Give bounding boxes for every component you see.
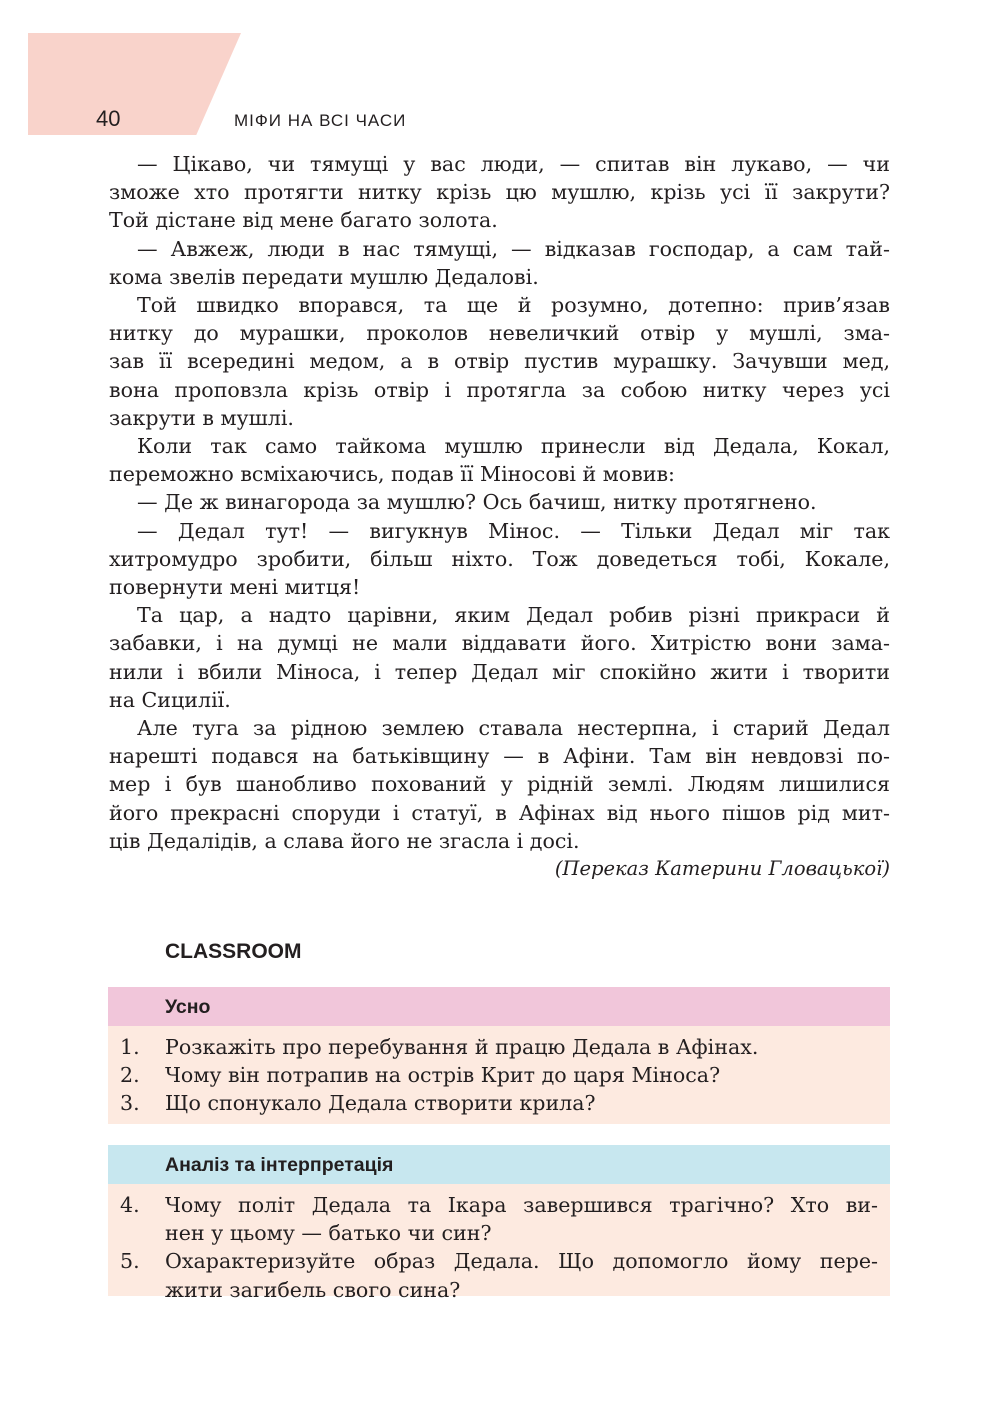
text-line: його прекрасні споруди і статуї, в Афінах від нього пішов рід мит- bbox=[109, 800, 890, 825]
task-text: Охарактеризуйте образ Дедала. Що допомогло йому пере- bbox=[165, 1249, 878, 1274]
text-line: Та цар, а надто царівни, яким Дедал робив різні прикраси й bbox=[137, 603, 890, 628]
task-text: Чому політ Дедала та Ікара завершився трагічно? Хто ви- bbox=[165, 1193, 878, 1217]
story-lines bbox=[109, 150, 890, 855]
task-item bbox=[108, 1033, 890, 1061]
task-number: 5. bbox=[120, 1249, 140, 1274]
text-line: вона проповзла крізь отвір і протягла за собою нитку через усі bbox=[109, 377, 890, 402]
text-line: на Сицилії. bbox=[109, 687, 231, 712]
task-number: 4. bbox=[120, 1193, 140, 1217]
text-line: Той швидко впорався, та ще й розумно, дотепно: прив’язав bbox=[137, 293, 890, 318]
text-line: зав її всередині медом, а в отвір пустив мурашку. Зачувши мед, bbox=[109, 349, 890, 374]
task-number: 2. bbox=[120, 1063, 140, 1088]
task-number: 1. bbox=[120, 1035, 140, 1059]
text-line: — Дедал тут! — вигукнув Мінос. — Тільки Дедал міг так bbox=[137, 518, 890, 543]
oral-tasks-title: Усно bbox=[108, 987, 890, 1026]
text-line: — Авжеж, люди в нас тямущі, — відказав господар, а сам тай- bbox=[137, 236, 890, 261]
text-line: Коли так само тайкома мушлю принесли від Дедала, Кокал, bbox=[137, 434, 890, 459]
task-item bbox=[108, 1061, 890, 1089]
text-line: Але туга за рідною землею ставала нестерпна, і старий Дедал bbox=[137, 716, 890, 741]
analysis-task-list bbox=[108, 1184, 890, 1304]
text-line: зможе хто протягти нитку крізь цю мушлю, крізь усі її закрути? bbox=[109, 180, 890, 205]
text-line: — Де ж винагорода за мушлю? Ось бачиш, нитку протягнено. bbox=[137, 490, 817, 515]
text-line: переможно всміхаючись, подав її Міносові й мовив: bbox=[109, 462, 675, 487]
text-line: повернути мені митця! bbox=[109, 575, 361, 600]
running-title: МІФИ НА ВСІ ЧАСИ bbox=[234, 111, 407, 130]
oral-tasks-box bbox=[108, 987, 890, 1124]
task-item bbox=[108, 1089, 890, 1117]
text-line: — Цікаво, чи тямущі у вас люди, — спитав він лукаво, — чи bbox=[137, 152, 890, 176]
task-number: 3. bbox=[120, 1091, 140, 1116]
attribution: (Переказ Катерини Гловацької) bbox=[554, 857, 890, 881]
text-line: ців Дедалідів, а слава його не згасла і досі. bbox=[109, 828, 580, 853]
text-line: мер і був шанобливо похований у рідній землі. Людям лишилися bbox=[109, 772, 890, 797]
text-line: хитромудро зробити, більш ніхто. Тож доведеться тобі, Кокале, bbox=[109, 546, 890, 571]
text-line: забавки, і на думці не мали віддавати його. Хитрістю вони зама- bbox=[109, 631, 890, 656]
text-line: нарешті подався на батьківщину — в Афіни. Там він невдовзі по- bbox=[109, 744, 890, 769]
text-line: закрути в мушлі. bbox=[109, 405, 294, 430]
analysis-tasks-box bbox=[108, 1145, 890, 1302]
text-line: нитку до мурашки, проколов невеличкий отвір у мушлі, зма- bbox=[109, 321, 890, 346]
text-line: кома звелів передати мушлю Дедалові. bbox=[109, 264, 539, 289]
task-text: Розкажіть про перебування й працю Дедала в Афінах. bbox=[165, 1035, 759, 1059]
task-item bbox=[108, 1247, 890, 1303]
task-text: нен у цьому — батько чи син? bbox=[165, 1221, 492, 1246]
oral-task-list bbox=[108, 1026, 890, 1118]
analysis-tasks-title: Аналіз та інтерпретація bbox=[108, 1145, 890, 1184]
classroom-heading: CLASSROOM bbox=[165, 940, 302, 963]
header-tab-decoration bbox=[28, 33, 241, 135]
task-item bbox=[108, 1191, 890, 1247]
text-line: нили і вбили Міноса, і тепер Дедал міг спокійно жити і творити bbox=[109, 659, 890, 684]
task-text: Чому він потрапив на острів Крит до царя Міноса? bbox=[165, 1063, 721, 1088]
story-text bbox=[109, 150, 890, 883]
task-text: жити загибель свого сина? bbox=[165, 1277, 461, 1302]
task-text: Що спонукало Дедала створити крила? bbox=[165, 1091, 596, 1116]
text-line: Той дістане від мене багато золота. bbox=[109, 208, 498, 233]
page-number: 40 bbox=[96, 106, 121, 131]
